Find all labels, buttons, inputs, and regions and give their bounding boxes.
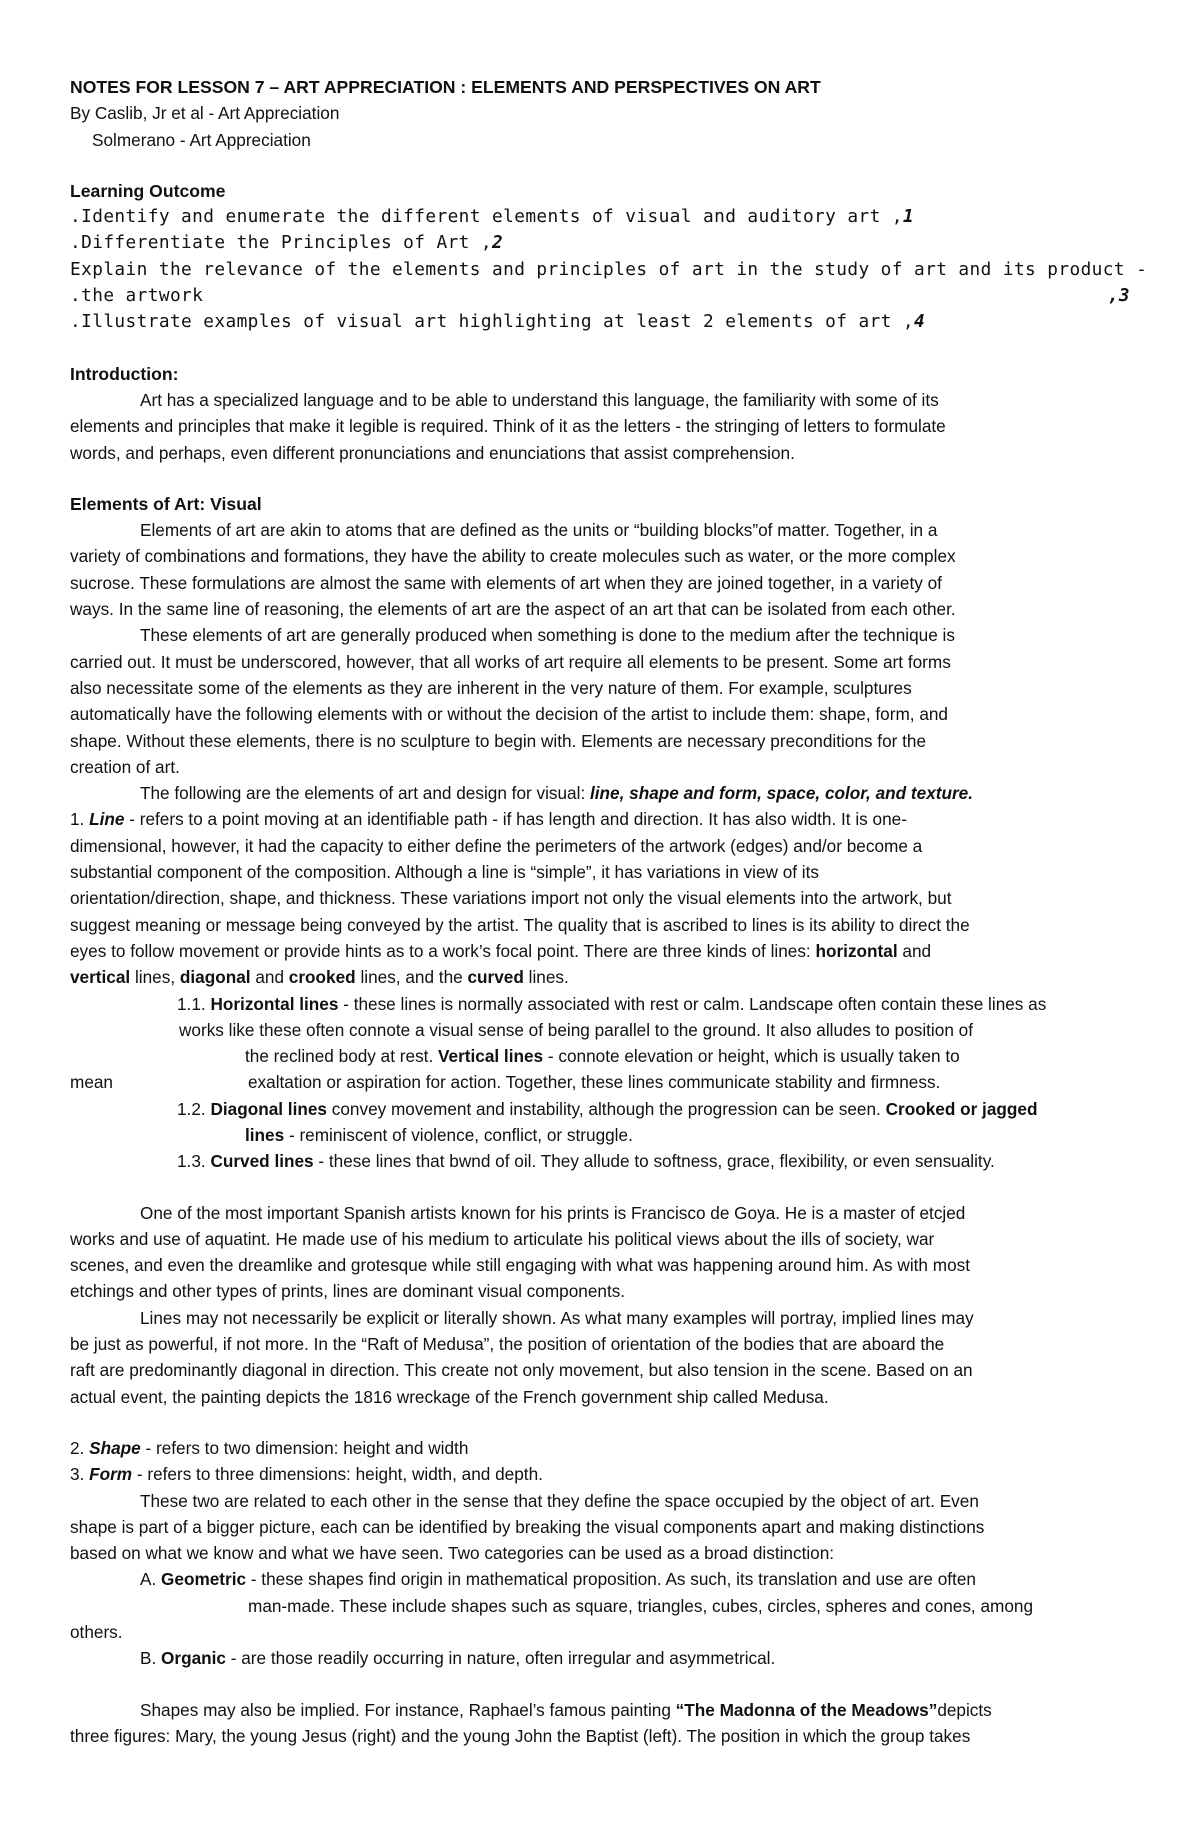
item-term: Diagonal lines xyxy=(210,1098,327,1119)
paragraph-line: automatically have the following elements with or without the decision of the artist to include them: shape, form, and xyxy=(70,704,948,725)
paragraph-line: based on what we know and what we have seen. Two categories can be used as a broad distinction: xyxy=(70,1543,835,1564)
paragraph-line: elements and principles that make it legible is required. Think of it as the letters - the stringing of letters to formulate xyxy=(70,416,946,437)
outcome-text: .Differentiate the Principles of Art , xyxy=(70,232,492,254)
item-number: 1.2. xyxy=(177,1098,211,1119)
paragraph-line: works like these often connote a visual sense of being parallel to the ground. It also alludes to position of xyxy=(179,1019,973,1040)
paragraph-line: substantial component of the composition. Although a line is “simple”, it has variations in view of its xyxy=(70,862,819,883)
reference-line: Solmerano - Art Appreciation xyxy=(92,129,311,150)
item-definition: - refers to three dimensions: height, width, and depth. xyxy=(132,1464,543,1485)
outcome-text: .Illustrate examples of visual art highlighting at least 2 elements of art , xyxy=(70,311,914,333)
paragraph-text: and xyxy=(250,967,289,988)
paragraph-line: actual event, the painting depicts the 1816 wreckage of the French government ship called Medusa. xyxy=(70,1386,829,1407)
numbered-item xyxy=(70,1461,1130,1487)
paragraph-line: three figures: Mary, the young Jesus (right) and the young John the Baptist (left). The position in which the group takes xyxy=(70,1725,971,1746)
painting-title: “The Madonna of the Meadows” xyxy=(675,1699,938,1720)
outcome-text: Explain the relevance of the elements and principles of art in the study of art and its product - xyxy=(70,258,1148,280)
paragraph-line xyxy=(70,1122,1130,1148)
subsection-item xyxy=(70,1096,1130,1122)
elements-list: line, shape and form, space, color, and texture. xyxy=(590,783,974,804)
item-term: Horizontal lines xyxy=(210,993,339,1014)
subsection-item xyxy=(70,991,1130,1017)
lettered-item xyxy=(70,1566,1130,1592)
paragraph-text: Shapes may also be implied. For instance, Raphael’s famous painting xyxy=(140,1699,676,1720)
paragraph-line: shape. Without these elements, there is no sculpture to begin with. Elements are necessary preconditions for the xyxy=(70,730,927,751)
paragraph-line xyxy=(70,1697,1130,1723)
item-term: lines xyxy=(245,1124,285,1145)
paragraph-line: words, and perhaps, even different pronunciations and enunciations that assist comprehension. xyxy=(70,442,795,463)
kind-term: curved xyxy=(467,967,524,988)
item-number: 1.1. xyxy=(177,993,211,1014)
paragraph-line: Lines may not necessarily be explicit or literally shown. As what many examples will portray, implied lines may xyxy=(140,1307,974,1328)
paragraph-text: mean xyxy=(70,1072,113,1093)
paragraph-text: lines. xyxy=(523,967,569,988)
outcome-item xyxy=(70,204,1130,230)
document-title: NOTES FOR LESSON 7 – ART APPRECIATION : ELEMENTS AND PERSPECTIVES ON ART xyxy=(70,77,821,97)
item-definition: - refers to two dimension: height and width xyxy=(140,1437,469,1458)
paragraph-line: These two are related to each other in the sense that they define the space occupied by the object of art. Even xyxy=(140,1490,979,1511)
paragraph-text: - reminiscent of violence, conflict, or struggle. xyxy=(284,1124,633,1145)
paragraph-line: These elements of art are generally produced when something is done to the medium after the technique is xyxy=(140,625,955,646)
paragraph-text: the reclined body at rest. xyxy=(245,1046,438,1067)
item-definition: - refers to a point moving at an identifiable path - if has length and direction. It has also width. It is one- xyxy=(124,809,907,830)
paragraph-line: suggest meaning or message being conveyed by the artist. The quality that is ascribed to lines is its ability to direct the xyxy=(70,914,970,935)
paragraph-text: eyes to follow movement or provide hints as to a work’s focal point. There are three kinds of lines: xyxy=(70,940,816,961)
paragraph-text: - connote elevation or height, which is usually taken to xyxy=(543,1046,960,1067)
outcome-number: 2 xyxy=(492,232,504,254)
reference-line: By Caslib, Jr et al - Art Appreciation xyxy=(70,103,340,124)
item-definition: - these lines that bwnd of oil. They allude to softness, grace, flexibility, or even sensuality. xyxy=(313,1151,995,1172)
paragraph-line: others. xyxy=(70,1622,123,1643)
outcome-item xyxy=(70,230,1130,256)
paragraph-text: and xyxy=(897,940,932,961)
item-term: Geometric xyxy=(161,1569,247,1590)
paragraph-line: man-made. These include shapes such as square, triangles, cubes, circles, spheres and cones, among xyxy=(248,1595,1034,1616)
outcome-text: .Identify and enumerate the different elements of visual and auditory art , xyxy=(70,206,903,228)
item-number: 1.3. xyxy=(177,1151,211,1172)
item-term: Crooked or jagged xyxy=(885,1098,1038,1119)
section-heading: Learning Outcome xyxy=(70,180,226,201)
item-term: Vertical lines xyxy=(438,1046,544,1067)
outcome-continuation: .the artwork xyxy=(70,285,204,307)
kind-term: crooked xyxy=(288,967,356,988)
paragraph-line: creation of art. xyxy=(70,756,180,777)
paragraph-line: works and use of aquatint. He made use of his medium to articulate his political views about the ills of society, war xyxy=(70,1228,935,1249)
outcome-number: ,3 xyxy=(1107,285,1130,307)
paragraph-line: Elements of art are akin to atoms that are defined as the units or “building blocks”of matter. Together, in a xyxy=(140,520,938,541)
item-term: Curved lines xyxy=(210,1151,314,1172)
kind-term: horizontal xyxy=(815,940,898,961)
paragraph-text: exaltation or aspiration for action. Together, these lines communicate stability and firmness. xyxy=(248,1072,941,1093)
paragraph-text: lines, xyxy=(130,967,180,988)
section-heading: Elements of Art: Visual xyxy=(70,493,262,514)
paragraph-line xyxy=(70,1069,1130,1095)
paragraph-line xyxy=(70,780,1130,806)
paragraph-text: depicts xyxy=(937,1699,992,1720)
paragraph-line: variety of combinations and formations, they have the ability to create molecules such as water, or the more complex xyxy=(70,546,956,567)
outcome-item xyxy=(70,309,1130,335)
numbered-item xyxy=(70,806,1130,832)
numbered-item xyxy=(70,1435,1130,1461)
item-letter: B. xyxy=(140,1648,162,1669)
paragraph-line: etchings and other types of prints, lines are dominant visual components. xyxy=(70,1281,626,1302)
item-number: 1. xyxy=(70,809,90,830)
subsection-item xyxy=(70,1148,1130,1174)
outcome-number: 1 xyxy=(902,206,915,228)
item-number: 3. xyxy=(70,1464,90,1485)
paragraph-line: also necessitate some of the elements as they are inherent in the very nature of them. For example, sculptures xyxy=(70,677,912,698)
section-heading: Introduction: xyxy=(70,363,179,384)
paragraph-line: scenes, and even the dreamlike and grotesque while still engaging with what was happening around him. As with most xyxy=(70,1255,971,1276)
paragraph-line: be just as powerful, if not more. In the “Raft of Medusa”, the position of orientation of the bodies that are aboard the xyxy=(70,1334,945,1355)
kind-term: diagonal xyxy=(179,967,251,988)
paragraph-text: The following are the elements of art and design for visual: xyxy=(140,783,590,804)
kind-term: vertical xyxy=(70,967,131,988)
paragraph-line: orientation/direction, shape, and thickness. These variations import not only the visual elements into the artwork, but xyxy=(70,888,952,909)
item-definition: - these lines is normally associated with rest or calm. Landscape often contain these lines as xyxy=(338,993,1047,1014)
item-term: Form xyxy=(89,1464,133,1485)
paragraph-line xyxy=(70,938,1130,964)
paragraph-line: raft are predominantly diagonal in direction. This create not only movement, but also tension in the scene. Based on an xyxy=(70,1360,973,1381)
item-definition: - are those readily occurring in nature, often irregular and asymmetrical. xyxy=(225,1648,776,1669)
paragraph-line xyxy=(70,1043,1130,1069)
paragraph-line: sucrose. These formulations are almost the same with elements of art when they are joined together, in a variety of xyxy=(70,572,942,593)
paragraph-line: shape is part of a bigger picture, each can be identified by breaking the visual components apart and making distinctions xyxy=(70,1516,985,1537)
paragraph-text: lines, and the xyxy=(355,967,468,988)
item-term: Shape xyxy=(89,1437,141,1458)
item-definition: convey movement and instability, although the progression can be seen. xyxy=(326,1098,886,1119)
outcome-number: 4 xyxy=(914,311,926,333)
paragraph-line xyxy=(70,964,1130,990)
item-term: Organic xyxy=(161,1648,226,1669)
item-definition: - these shapes find origin in mathematical proposition. As such, its translation and use are often xyxy=(246,1569,976,1590)
paragraph-line: ways. In the same line of reasoning, the elements of art are the aspect of an art that can be isolated from each other. xyxy=(70,599,956,620)
paragraph-line: dimensional, however, it had the capacity to either define the perimeters of the artwork (edges) and/or become a xyxy=(70,835,923,856)
paragraph-line: One of the most important Spanish artists known for his prints is Francisco de Goya. He is a master of etcjed xyxy=(140,1202,966,1223)
paragraph-line: Art has a specialized language and to be able to understand this language, the familiarity with some of its xyxy=(140,389,939,410)
lettered-item xyxy=(70,1645,1130,1671)
item-term: Line xyxy=(89,809,125,830)
item-number: 2. xyxy=(70,1437,90,1458)
paragraph-line: carried out. It must be underscored, however, that all works of art require all elements to be present. Some art forms xyxy=(70,651,951,672)
item-letter: A. xyxy=(140,1569,162,1590)
